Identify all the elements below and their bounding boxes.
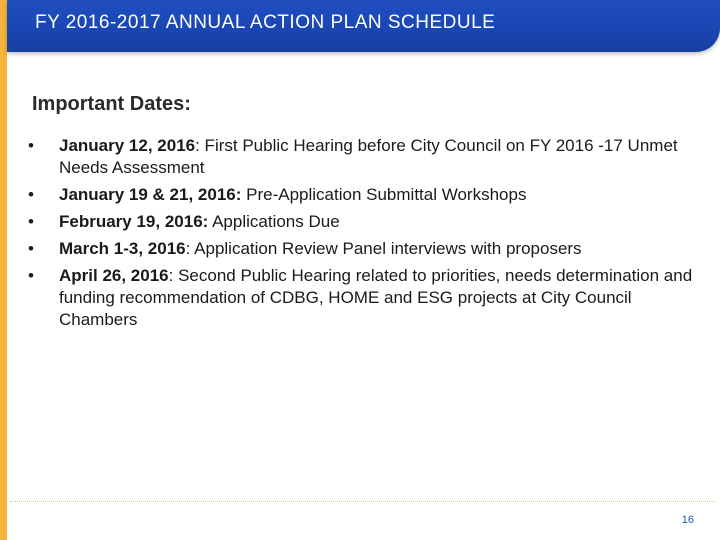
left-accent-bar xyxy=(0,0,7,540)
list-item xyxy=(28,184,698,206)
list-item xyxy=(28,135,698,179)
item-date: January 12, 2016 xyxy=(59,136,196,155)
slide-title: FY 2016-2017 ANNUAL ACTION PLAN SCHEDULE xyxy=(35,12,496,33)
item-date: January 19 & 21, 2016: xyxy=(59,185,242,204)
bullet-icon: • xyxy=(28,266,34,285)
bullet-icon: • xyxy=(28,136,34,155)
bullet-icon: • xyxy=(28,212,34,231)
list-item xyxy=(28,238,698,260)
item-text: Pre-Application Submittal Workshops xyxy=(241,185,527,204)
bullet-icon: • xyxy=(28,239,34,258)
item-date: February 19, 2016: xyxy=(59,212,209,231)
item-date: April 26, 2016 xyxy=(59,266,169,285)
item-text: : Application Review Panel interviews with proposers xyxy=(185,239,582,258)
dates-list xyxy=(28,135,698,336)
page-number: 16 xyxy=(681,514,694,526)
item-date: March 1-3, 2016 xyxy=(59,239,186,258)
item-text: Applications Due xyxy=(208,212,340,231)
item-text: : Second Public Hearing related to priorities, needs determination and funding recommendation of CDBG, HOME and ESG projects at City Council Chambers xyxy=(59,266,693,329)
bullet-icon: • xyxy=(28,185,34,204)
list-item xyxy=(28,265,698,331)
title-bar xyxy=(7,0,720,52)
footer-divider xyxy=(10,501,716,502)
list-item xyxy=(28,211,698,233)
item-text: : First Public Hearing before City Council on FY 2016 -17 Unmet Needs Assessment xyxy=(59,136,678,177)
section-heading: Important Dates: xyxy=(32,93,191,115)
